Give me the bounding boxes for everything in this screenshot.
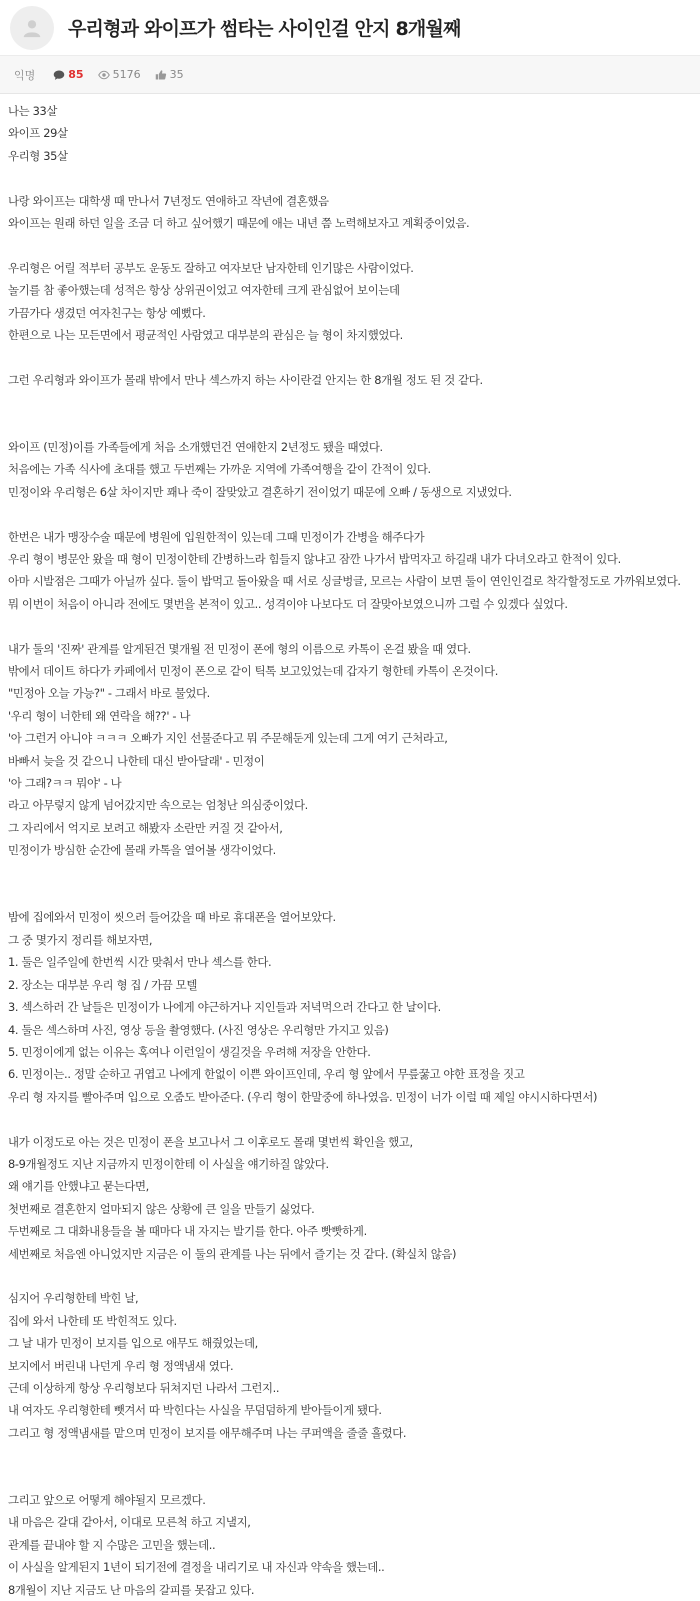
body-line — [8, 862, 690, 884]
body-line: 나는 33살 — [8, 104, 58, 118]
user-icon — [21, 17, 43, 39]
body-line: 민정이가 방심한 순간에 몰래 카톡을 열어볼 생각이었다. — [8, 843, 276, 858]
body-line: 그리고 형 정액냄새를 맡으며 민정이 보지를 애무해주며 나는 쿠퍼액을 줄줄 흘렸다. — [8, 1425, 407, 1440]
post-title: 우리형과 와이프가 썸타는 사이인걸 안지 8개월째 — [68, 18, 461, 40]
body-line — [8, 1467, 690, 1489]
body-line: '아 그런거 아니야 ㅋㅋㅋ 오빠가 지인 선물준다고 뭐 주문해둔게 있는데 그게 여기 근처라고, — [8, 731, 448, 746]
body-line — [8, 346, 690, 368]
body-line: 내 여자도 우리형한테 뺏겨서 따 박힌다는 사실을 무덤덤하게 받아들이게 됐다. — [8, 1403, 382, 1418]
body-line: 세번째로 처음엔 아니었지만 지금은 이 둘의 관계를 나는 뒤에서 즐기는 것 같다. (확실치 않음) — [8, 1246, 457, 1261]
body-line: 라고 아무렇지 않게 넘어갔지만 속으로는 엄청난 의심중이었다. — [8, 798, 308, 813]
body-line: 와이프는 원래 하던 일을 조금 더 하고 싶어했기 때문에 애는 내년 쯤 노력해보자고 계획중이었음. — [8, 216, 470, 231]
body-line: 우리형 35살 — [8, 148, 68, 163]
body-line: 우리 형 자지를 빨아주며 입으로 오줌도 받아준다. (우리 형이 한말중에 하나였음. 민정이 너가 이럴 때 제일 야시시하다면서) — [8, 1089, 598, 1104]
body-line — [8, 234, 690, 256]
like-count[interactable] — [155, 68, 184, 81]
body-line: 나랑 와이프는 대학생 때 만나서 7년정도 연애하고 작년에 결혼했음 — [8, 193, 329, 208]
body-line: 와이프 (민정)이를 가족들에게 처음 소개했던건 연애한지 2년정도 됐을 때였다. — [8, 440, 383, 455]
body-line: 8-9개월정도 지난 지금까지 민정이한테 이 사실을 얘기하질 않았다. — [8, 1156, 329, 1171]
body-line: 4. 둘은 섹스하며 사진, 영상 등을 촬영했다. (사진 영상은 우리형만 가지고 있음) — [8, 1022, 389, 1037]
body-line: "민정아 오늘 가능?" - 그래서 바로 물었다. — [8, 686, 210, 701]
body-line: 그 중 몇가지 정리를 해보자면, — [8, 932, 153, 947]
body-line: 그런 우리형과 와이프가 몰래 밖에서 만나 섹스까지 하는 사이란걸 안지는 한 8개월 정도 된 것 같다. — [8, 372, 483, 387]
body-line: 내 마음은 갈대 같아서, 이대로 모른척 하고 지낼지, — [8, 1515, 251, 1530]
eye-icon — [98, 69, 110, 81]
comment-count[interactable] — [53, 68, 83, 81]
body-line — [8, 414, 690, 436]
body-line: 한편으로 나는 모든면에서 평균적인 사람였고 대부분의 관심은 늘 형이 차지했었다. — [8, 328, 403, 343]
body-line: 3. 섹스하러 간 날들은 민정이가 나에게 야근하거나 지인들과 저녁먹으러 간다고 한 날이다. — [8, 1000, 441, 1015]
body-line: 우리형은 어릴 적부터 공부도 운동도 잘하고 여자보단 남자한테 인기많은 사람이었다. — [8, 260, 414, 275]
body-line: 그 날 내가 민정이 보지를 입으로 애무도 해줬었는데, — [8, 1336, 258, 1351]
body-line — [8, 167, 690, 189]
body-line: 관계를 끝내야 할 지 수많은 고민을 했는데.. — [8, 1537, 216, 1552]
like-count-value: 35 — [169, 68, 184, 81]
body-line — [8, 1444, 690, 1466]
post-meta-bar — [0, 56, 700, 94]
body-line: 밤에 집에와서 민정이 씻으러 들어갔을 때 바로 휴대폰을 열어보았다. — [8, 910, 336, 925]
body-line: 왜 얘기를 안했냐고 묻는다면, — [8, 1179, 149, 1194]
body-line: 5. 민정이에게 없는 이유는 혹여나 이런일이 생길것을 우려해 저장을 안한다. — [8, 1044, 371, 1059]
body-line — [8, 503, 690, 525]
body-line: 아마 시발점은 그때가 아닐까 싶다. 둘이 밥먹고 돌아왔을 때 서로 싱글벙글, 모르는 사람이 보면 둘이 연인인걸로 착각할정도로 가까워보였다. — [8, 574, 681, 589]
body-line — [8, 1108, 690, 1130]
body-line: '우리 형이 너한테 왜 연락을 해??' - 나 — [8, 708, 191, 723]
body-line — [8, 615, 690, 637]
body-line: 근데 이상하게 항상 우리형보다 뒤쳐지던 나라서 그런지.. — [8, 1380, 280, 1395]
body-line: 우리 형이 병문안 왔을 때 형이 민정이한테 간병하느라 힘들지 않냐고 잠깐 나가서 밥먹자고 하길래 내가 다녀오라고 한적이 있다. — [8, 552, 621, 567]
body-line: 2. 장소는 대부분 우리 형 집 / 가끔 모텔 — [8, 977, 197, 992]
body-line — [8, 391, 690, 413]
body-line: '아 그래?ㅋㅋ 뭐야' - 나 — [8, 776, 122, 791]
body-line: 내가 이정도로 아는 것은 민정이 폰을 보고나서 그 이후로도 몰래 몇번씩 확인을 했고, — [8, 1134, 413, 1149]
body-line — [8, 1265, 690, 1287]
body-line: 보지에서 버린내 나던게 우리 형 정액냄새 였다. — [8, 1358, 234, 1373]
body-line: 한번은 내가 맹장수술 때문에 병원에 입원한적이 있는데 그때 민정이가 간병을 해주다가 — [8, 529, 425, 544]
body-line: 6. 민정이는.. 정말 순하고 귀엽고 나에게 한없이 이쁜 와이프인데, 우리 형 앞에서 무릎꿇고 야한 표정을 짓고 — [8, 1067, 525, 1082]
view-count — [98, 68, 141, 81]
body-line: 밖에서 데이트 하다가 카페에서 민정이 폰으로 같이 틱톡 보고있었는데 갑자기 형한테 카톡이 온것이다. — [8, 664, 498, 679]
comment-count-value: 85 — [68, 68, 84, 81]
body-line: 그 자리에서 억지로 보려고 해봤자 소란만 커질 것 같아서, — [8, 820, 283, 835]
body-line: 심지어 우리형한테 박힌 날, — [8, 1291, 139, 1306]
body-line: 집에 와서 나한테 또 박힌적도 있다. — [8, 1313, 177, 1328]
body-line: 첫번째로 결혼한지 얼마되지 않은 상황에 큰 일을 만들기 싫었다. — [8, 1201, 315, 1216]
comment-icon — [53, 69, 65, 81]
body-line: 두번째로 그 대화내용들을 볼 때마다 내 자지는 발기를 한다. 아주 빳빳하게. — [8, 1224, 367, 1239]
author-name: 익명 — [14, 68, 36, 82]
view-count-value: 5176 — [112, 68, 141, 81]
post-header — [0, 0, 700, 56]
post-body — [0, 94, 700, 1601]
body-line — [8, 884, 690, 906]
avatar[interactable] — [10, 6, 54, 50]
body-line: 와이프 29살 — [8, 126, 68, 141]
thumbs-up-icon — [155, 69, 167, 81]
body-line: 내가 둘의 '진짜' 관계를 알게된건 몇개월 전 민정이 폰에 형의 이름으로 카톡이 온걸 봤을 때 였다. — [8, 641, 471, 656]
body-line: 처음에는 가족 식사에 초대를 했고 두번째는 가까운 지역에 가족여행을 같이 간적이 있다. — [8, 462, 431, 477]
body-line: 놀기를 참 좋아했는데 성적은 항상 상위권이었고 여자한테 크게 관심없어 보이는데 — [8, 283, 400, 298]
body-line: 그리고 앞으로 어떻게 해야될지 모르겠다. — [8, 1492, 206, 1507]
body-line: 이 사실을 알게된지 1년이 되기전에 결정을 내리기로 내 자신과 약속을 했는데.. — [8, 1560, 385, 1575]
body-line: 8개월이 지난 지금도 난 마음의 갈피를 못잡고 있다. — [8, 1582, 255, 1597]
body-line: 바빠서 늦을 것 같으니 나한테 대신 받아달래' - 민정이 — [8, 753, 265, 768]
body-line: 뭐 이번이 처음이 아니라 전에도 몇번을 본적이 있고.. 성격이야 나보다도 더 잘맞아보였으니까 그럴 수 있겠다 싶었다. — [8, 596, 568, 611]
body-line: 민정이와 우리형은 6살 차이지만 꽤나 죽이 잘맞았고 결혼하기 전이었기 때문에 오빠 / 동생으로 지냈었다. — [8, 484, 512, 499]
body-line: 1. 둘은 일주일에 한번씩 시간 맞춰서 만나 섹스를 한다. — [8, 955, 272, 970]
body-line: 가끔가다 생겼던 여자친구는 항상 예뻤다. — [8, 305, 206, 320]
